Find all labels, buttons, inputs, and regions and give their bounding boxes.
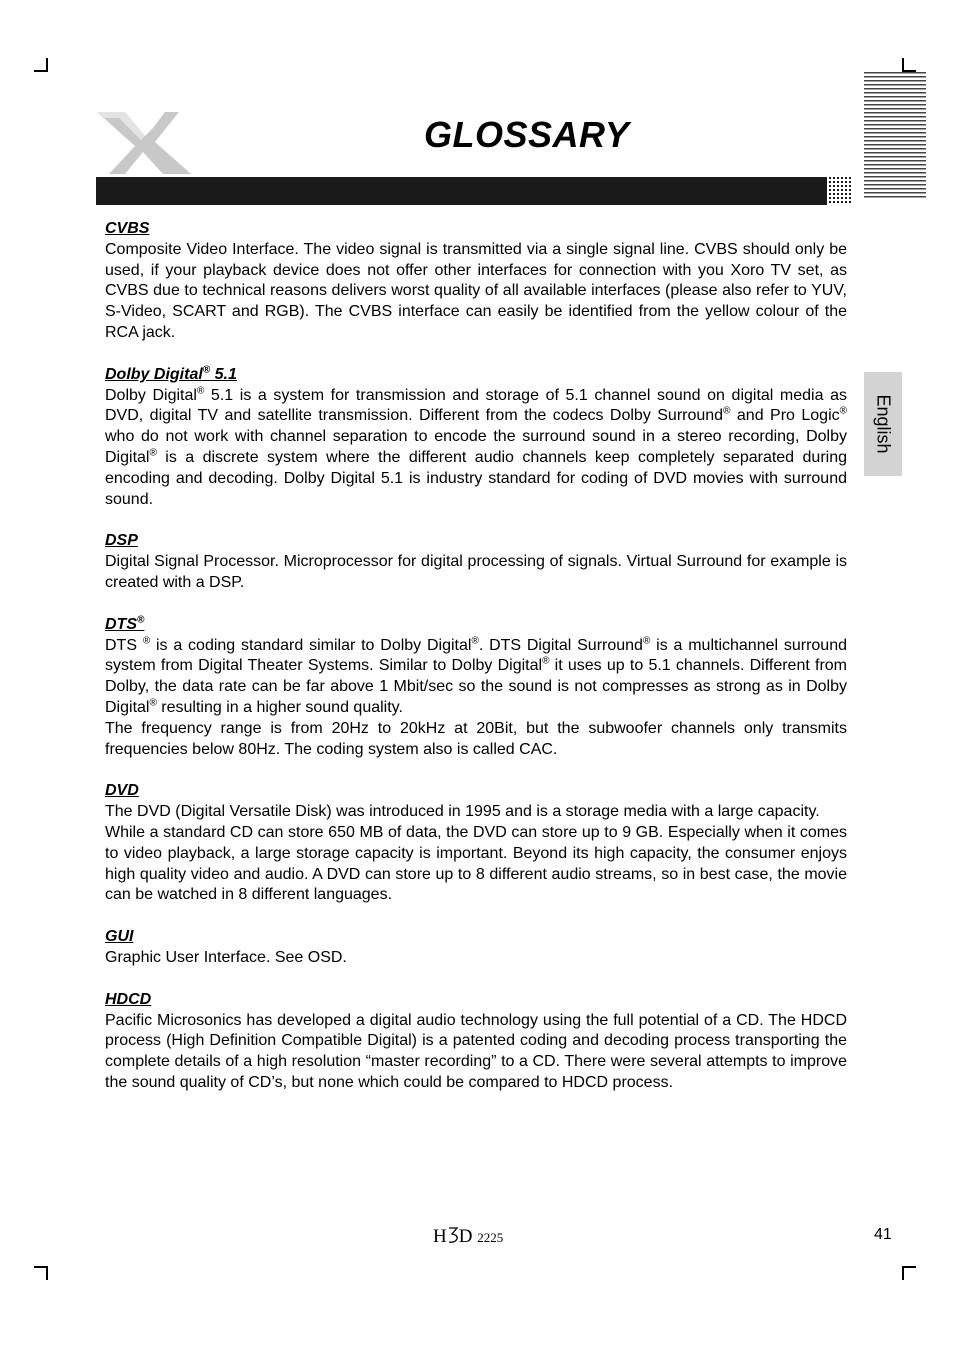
glossary-entry-dvd xyxy=(105,781,847,906)
crop-mark-top-left xyxy=(34,58,48,72)
language-tab-label: English xyxy=(873,394,894,454)
crop-mark-bottom-right xyxy=(902,1266,916,1280)
glossary-definition-continued: While a standard CD can store 650 MB of data, the DVD can store up to 9 GB. Especially when it comes to video playback, a large storage capacity is important. Beyond its high capacity, the consumer enjoys high quality video and audio. A DVD can store up to 8 different audio streams, so in best case, the movie can be watched in 8 different languages. xyxy=(105,823,847,904)
glossary-definition: Digital Signal Processor. Microprocessor for digital processing of signals. Virtual Surround for example is created with a DSP. xyxy=(105,553,847,591)
glossary-entry-dsp xyxy=(105,531,847,593)
glossary-term: HDCD xyxy=(105,990,152,1008)
crop-mark-bottom-left xyxy=(34,1266,48,1280)
header-bar-dot-pattern xyxy=(817,177,853,205)
glossary-term: GUI xyxy=(105,928,134,946)
glossary-definition-continued: The frequency range is from 20Hz to 20kHz at 20Bit, but the subwoofer channels only transmits frequencies below 80Hz. The coding system also is called CAC. xyxy=(105,719,847,758)
glossary-term: DTS® xyxy=(105,614,145,633)
glossary-content xyxy=(105,219,847,1115)
glossary-term: DVD xyxy=(105,782,139,800)
page-number: 41 xyxy=(874,1226,892,1243)
glossary-term: CVBS xyxy=(105,220,150,237)
glossary-definition: Composite Video Interface. The video signal is transmitted via a single signal line. CVBS should only be used, if your playback device does not offer other interfaces for connection with you Xoro TV set, as CVBS due to technical reasons delivers worst quality of all available interfaces (please also refer to YUV, S-Video, SCART and RGB). The CVBS interface can easily be identified from the yellow colour of the RCA jack. xyxy=(105,240,847,341)
glossary-definition: The DVD (Digital Versatile Disk) was introduced in 1995 and is a storage media with a large capacity. xyxy=(105,803,820,821)
corner-stripe-pattern xyxy=(864,72,926,198)
glossary-definition: Graphic User Interface. See OSD. xyxy=(105,948,347,966)
glossary-definition: Pacific Microsonics has developed a digital audio technology using the full potential of a CD. The HDCD process (High Definition Compatible Digital) is a patented coding and decoding process transporting the complete details of a high resolution “master recording” to a CD. There were several attempts to improve the sound quality of CD’s, but none which could be compared to HDCD process. xyxy=(105,1011,847,1091)
glossary-definition: DTS ® is a coding standard similar to Dolby Digital®. DTS Digital Surround® is a multichannel surround system from Digital Theater Systems. Similar to Dolby Digital® it uses up to 5.1 channels. Different from Dolby, the data rate can be far above 1 Mbit/sec so the sound is not compresses as strong as in Dolby Digital® resulting in a higher sound quality. xyxy=(105,635,847,716)
page-title: GLOSSARY xyxy=(424,114,630,155)
glossary-entry-hdcd xyxy=(105,990,847,1094)
model-logo-3-icon xyxy=(447,1226,459,1244)
header-bar xyxy=(96,177,821,205)
glossary-term: DSP xyxy=(105,532,138,550)
glossary-term: Dolby Digital® 5.1 xyxy=(105,364,237,383)
glossary-definition: Dolby Digital® 5.1 is a system for transmission and storage of 5.1 channel sound on digital media as DVD, digital TV and satellite transmission. Different from the codecs Dolby Surround® and Pro Logic® who do not work with channel separation to encode the surround sound in a stereo recording, Dolby Digital® is a discrete system where the different audio channels keep completely separated during encoding and decoding. Dolby Digital 5.1 is industry standard for coding of DVD movies with surround sound. xyxy=(105,385,848,508)
language-tab xyxy=(864,372,902,476)
glossary-entry-gui xyxy=(105,927,847,969)
footer-model-name: H D 2225 xyxy=(433,1226,504,1247)
glossary-entry-dolby-digital xyxy=(105,365,847,511)
crop-mark-top-right xyxy=(902,58,916,72)
xoro-x-logo-icon xyxy=(95,108,195,176)
glossary-entry-dts xyxy=(105,615,847,761)
glossary-entry-cvbs xyxy=(105,219,847,344)
